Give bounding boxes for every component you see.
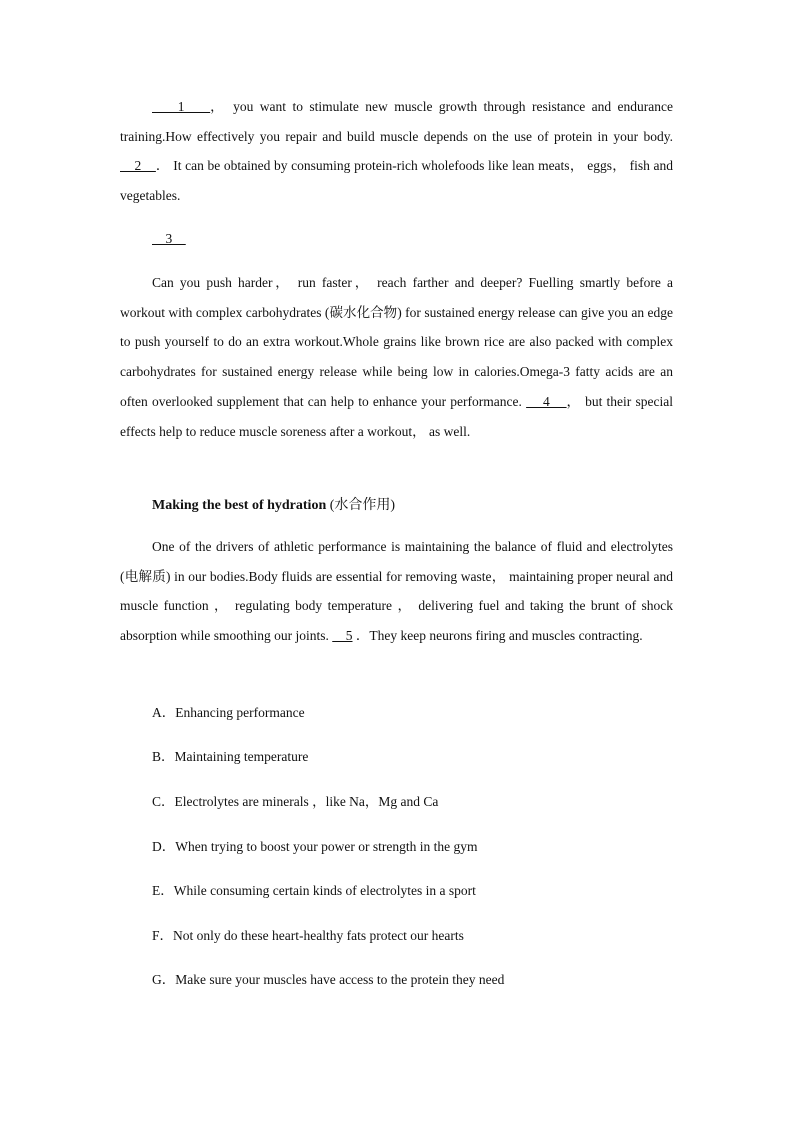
blank-3-line [152, 231, 186, 247]
section-heading [152, 494, 395, 514]
paragraph-3-text-b: ．They keep neurons firing and muscles contracting. [352, 628, 643, 644]
paragraph-1-text-a: ， you want to stimulate new muscle growth through resistance and endurance training.How effectively you repair and build muscle depends on the use of protein in your body. [120, 99, 674, 144]
paragraph-1 [120, 92, 673, 211]
paragraph-3-text-a: One of the drivers of athletic performance is maintaining the balance of fluid and electrolytes (电解质) in our bodies.Body fluids are essential for removing waste， maintaining proper neural and muscle function ， regulating body temperature ， delivering fuel and taking the brunt of shock absorption while smoothing our joints. [120, 539, 673, 644]
option-e: E．While consuming certain kinds of electrolytes in a sport [152, 883, 476, 898]
option-f: F．Not only do these heart-healthy fats protect our hearts [152, 928, 464, 943]
paragraph-1-text-b: ． It can be obtained by consuming protein-rich wholefoods like lean meats， eggs， fish and vegetables. [120, 158, 674, 204]
paragraph-2 [120, 268, 673, 446]
option-b: B．Maintaining temperature [152, 749, 309, 764]
blank-5: 5 [332, 628, 353, 644]
paragraph-2-text-a: Can you push harder， run faster， reach farther and deeper? Fuelling smartly before a workout with complex carbohydrates (碳水化合物) for sustained energy release can give you an edge to push yourself to do an extra workout.Whole grains like brown rice are also packed with complex carbohydrates for sustained energy release while being low in calories.Omega-3 fatty acids are an often overlooked supplement that can help to enhance your performance. [120, 275, 673, 409]
paragraph-2-text-b: ， but their special effects help to reduce muscle soreness after a workout， as well. [120, 393, 673, 439]
blank-2: 2 [120, 158, 156, 174]
option-a: A．Enhancing performance [152, 705, 305, 720]
paragraph-3 [120, 532, 673, 651]
heading-title: Making the best of hydration [152, 498, 330, 513]
option-d: D．When trying to boost your power or strength in the gym [152, 839, 478, 854]
blank-4: 4 [526, 393, 567, 409]
option-c: C．Electrolytes are minerals ，like Na，Mg and Ca [152, 794, 439, 809]
option-g: G．Make sure your muscles have access to the protein they need [152, 972, 505, 987]
blank-1: 1 [152, 99, 211, 114]
blank-3: 3 [152, 231, 186, 246]
heading-chinese: (水合作用) [329, 498, 396, 513]
